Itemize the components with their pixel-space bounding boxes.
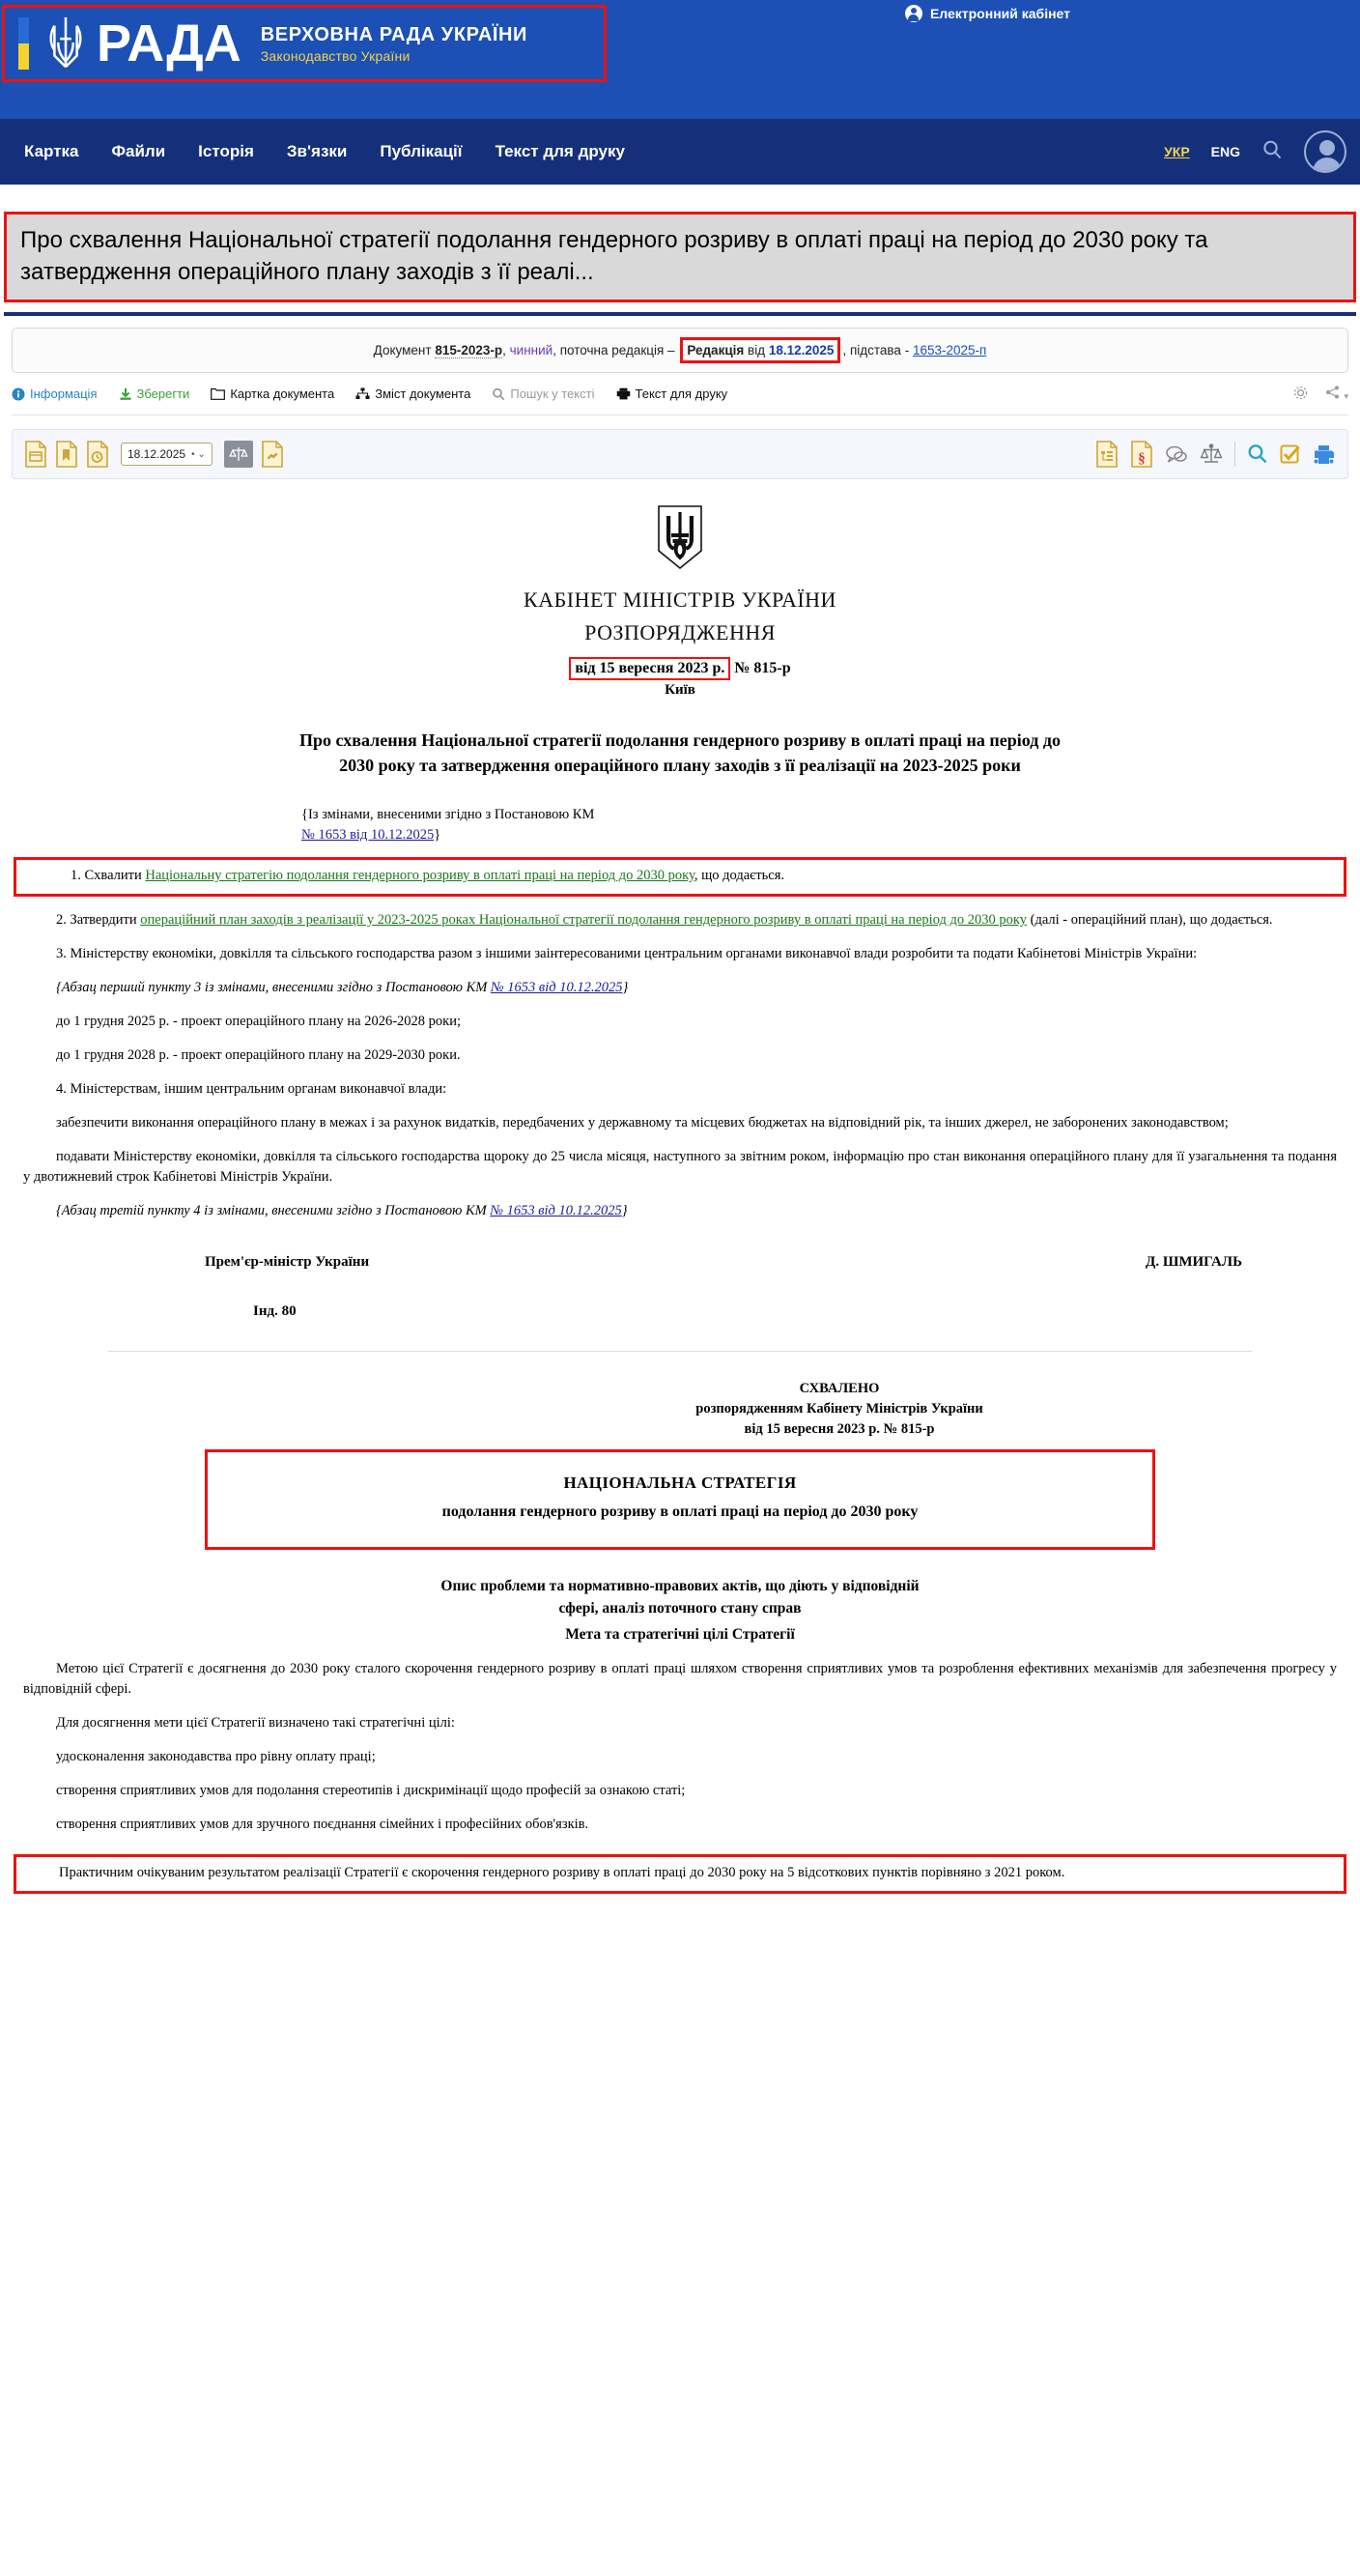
search-icon[interactable] bbox=[1261, 139, 1283, 165]
signer-name: Д. ШМИГАЛЬ bbox=[1146, 1254, 1242, 1270]
toolbar-divider bbox=[1234, 442, 1235, 467]
strategy-title-sub: подолання гендерного розриву в оплаті праці на період до 2030 року bbox=[441, 1503, 919, 1520]
amendment-note bbox=[301, 805, 1348, 845]
chevron-down-icon: • ⌄ bbox=[191, 448, 206, 460]
link-page-icon[interactable] bbox=[261, 441, 284, 468]
document-date-row bbox=[12, 657, 1348, 680]
comments-icon[interactable] bbox=[1165, 444, 1188, 464]
strategy-goal-3: створення сприятливих умов для зручного поєднання сімейних і професійних обов'язків. bbox=[56, 1817, 589, 1832]
scales-compare-icon bbox=[229, 445, 248, 463]
docinfo-middle: поточна редакція – bbox=[559, 343, 675, 358]
clause-1-prefix: 1. Схвалити bbox=[71, 868, 146, 883]
revision-date-select[interactable] bbox=[121, 443, 212, 466]
clause-3-note-close: } bbox=[622, 980, 629, 995]
folder-icon bbox=[211, 387, 225, 400]
document-toolbar bbox=[12, 429, 1348, 479]
docinfo-number[interactable]: 815-2023-р bbox=[435, 342, 503, 358]
lang-switch-eng[interactable]: ENG bbox=[1210, 144, 1240, 159]
document-date-highlight: від 15 вересня 2023 р. bbox=[569, 657, 730, 680]
action-search-in-text-label: Пошук у тексті bbox=[510, 386, 595, 401]
signer-title: Прем'єр-міністр України bbox=[205, 1254, 370, 1270]
download-icon bbox=[119, 387, 132, 401]
document-title-section bbox=[0, 185, 1360, 316]
search-icon[interactable] bbox=[1247, 444, 1268, 465]
index-number: Інд. 80 bbox=[253, 1303, 297, 1319]
clause-3-amendment-note bbox=[23, 978, 1337, 998]
site-header bbox=[0, 0, 1360, 119]
toolbar-right-group bbox=[1095, 441, 1336, 468]
clause-4-amendment-note bbox=[23, 1201, 1337, 1221]
redaction-date: 18.12.2025 bbox=[768, 343, 835, 358]
docinfo-status: чинний bbox=[509, 343, 553, 358]
action-document-card-label: Картка документа bbox=[230, 386, 335, 401]
structure-page-icon[interactable] bbox=[1095, 441, 1119, 468]
clause-4a: забезпечити виконання операційного плану в межах і за рахунок видатків, передбачених у державному та місцевих бюджетах на відповідний рік, та інших джерел, не заборонених законодавством; bbox=[56, 1115, 1229, 1131]
clause-4: 4. Міністерствам, іншим центральним органам виконавчої влади: bbox=[56, 1081, 447, 1097]
electronic-cabinet-link[interactable] bbox=[905, 5, 1070, 22]
redaction-highlight bbox=[680, 337, 840, 363]
section-heading-1 bbox=[205, 1575, 1155, 1646]
amendment-note-text: {Із змінами, внесеними згідно з Постановою КМ bbox=[301, 807, 595, 822]
clause-4-note-link[interactable]: № 1653 від 10.12.2025 bbox=[490, 1203, 622, 1218]
basis-link[interactable]: 1653-2025-п bbox=[912, 343, 987, 358]
page-title: Про схвалення Національної стратегії подолання гендерного розриву в оплаті праці на період до 2030 року та затвердження операційного плану заходів з її реалі... bbox=[4, 212, 1356, 302]
printer-icon[interactable] bbox=[1313, 444, 1336, 465]
amendment-note-link[interactable]: № 1653 від 10.12.2025 bbox=[301, 827, 435, 843]
document-full-title: Про схвалення Національної стратегії подолання гендерного розриву в оплаті праці на період до 2030 року та затвердження операційного плану заходів з її реалізації на 2023-2025 роки bbox=[299, 730, 1061, 775]
document-body bbox=[0, 479, 1360, 1932]
amendment-note-close: } bbox=[434, 827, 441, 843]
toolbar-left-group bbox=[24, 441, 284, 468]
tryzub-icon bbox=[41, 14, 91, 72]
redaction-label: Редакція bbox=[687, 343, 745, 358]
action-save-label: Зберегти bbox=[136, 386, 190, 401]
flag-stripe-icon bbox=[18, 17, 29, 70]
logo-wordmark: РАДА bbox=[97, 14, 241, 72]
revision-date-value: 18.12.2025 bbox=[128, 447, 186, 461]
document-info-bar: Документ 815-2023-р , чинний , поточна редакція – Редакція від 18.12.2025 , підстава - 1653-2025-п bbox=[12, 328, 1348, 373]
archive-page-icon[interactable] bbox=[24, 441, 47, 468]
highlighted-clause-1 bbox=[14, 857, 1346, 897]
info-icon bbox=[12, 387, 25, 401]
strategy-goal-1: удосконалення законодавства про рівну оплату праці; bbox=[56, 1749, 376, 1764]
action-print-text-label: Текст для друку bbox=[635, 386, 728, 401]
clause-4-note-prefix: {Абзац третій пункту 4 із змінами, внесеними згідно з Постановою КМ bbox=[56, 1203, 491, 1218]
document-number: № 815-р bbox=[734, 660, 791, 676]
printer-icon bbox=[616, 387, 631, 400]
strategy-title-main: НАЦІОНАЛЬНА СТРАТЕГІЯ bbox=[563, 1474, 797, 1492]
clause-3: 3. Міністерству економіки, довкілля та сільського господарства разом з іншими заінтересованими центральним органами виконавчої влади розробити та подати Кабінетові Міністрів України: bbox=[56, 946, 1198, 961]
action-save[interactable] bbox=[119, 386, 190, 401]
nav-item-faily[interactable]: Файли bbox=[111, 142, 166, 160]
clause-2 bbox=[23, 910, 1337, 930]
document-kind: РОЗПОРЯДЖЕННЯ bbox=[584, 620, 776, 644]
action-print-text[interactable] bbox=[616, 386, 728, 401]
clause-1-link[interactable]: Національну стратегію подолання гендерного розриву в оплаті праці на період до 2030 року bbox=[145, 868, 694, 883]
magnifier-icon bbox=[492, 387, 505, 401]
nav-right-controls bbox=[1164, 130, 1346, 173]
logo-subtitle: Законодавство України bbox=[260, 47, 411, 64]
nav-item-publikacii[interactable]: Публікації bbox=[380, 142, 463, 160]
title-divider bbox=[4, 312, 1356, 316]
clause-2-link[interactable]: операційний план заходів з реалізації у 2023-2025 роках Національної стратегії подолання гендерного розриву в оплаті праці на період до 2030 року bbox=[140, 912, 1027, 928]
section-heading-2: Мета та стратегічні цілі Стратегії bbox=[565, 1626, 795, 1643]
nav-item-zviazky[interactable]: Зв'язки bbox=[286, 142, 348, 160]
highlighted-expected-result bbox=[14, 1854, 1346, 1894]
sitemap-icon bbox=[355, 387, 370, 400]
bookmark-page-icon[interactable] bbox=[55, 441, 78, 468]
approval-line-3: від 15 вересня 2023 р. № 815-р bbox=[744, 1421, 935, 1437]
action-document-card[interactable] bbox=[211, 386, 334, 401]
nav-item-kartka[interactable]: Картка bbox=[24, 142, 79, 160]
section-divider bbox=[108, 1351, 1252, 1352]
clause-4-note-close: } bbox=[621, 1203, 628, 1218]
redaction-vid: від bbox=[748, 343, 766, 358]
strategy-title-box bbox=[205, 1449, 1155, 1550]
basis-label: підстава - bbox=[849, 343, 910, 358]
site-logo[interactable] bbox=[2, 5, 607, 82]
electronic-cabinet-label: Електронний кабінет bbox=[929, 6, 1070, 21]
approval-block bbox=[330, 1379, 1348, 1440]
action-document-contents-label: Зміст документа bbox=[375, 386, 471, 401]
action-search-in-text[interactable] bbox=[492, 386, 594, 401]
document-city: Київ bbox=[665, 682, 695, 698]
clause-4b: подавати Міністерству економіки, довкілля та сільського господарства щороку до 25 числа місяця, наступного за звітним роком, інформацію про стан виконання операційного плану для її узагальнення та подання у двотижневий строк Кабінетові Міністрів України. bbox=[23, 1149, 1337, 1185]
ukraine-coat-of-arms bbox=[657, 504, 703, 570]
lang-switch-ukr[interactable]: УКР bbox=[1164, 144, 1190, 159]
approval-line-1: СХВАЛЕНО bbox=[799, 1381, 880, 1396]
action-information[interactable] bbox=[12, 386, 98, 401]
compare-versions-button[interactable] bbox=[224, 441, 253, 468]
clause-2-prefix: 2. Затвердити bbox=[56, 912, 141, 928]
strategy-paragraph-1: Метою цієї Стратегії є досягнення до 2030 року сталого скорочення гендерного розриву в оплаті праці шляхом створення сприятливих умов та розроблення ефективних механізмів для забезпечення прогресу у відповідній сфері. bbox=[23, 1661, 1337, 1697]
clause-3-note-link[interactable]: № 1653 від 10.12.2025 bbox=[490, 980, 623, 995]
signature-row bbox=[205, 1254, 1242, 1271]
paragraph-page-icon[interactable] bbox=[1130, 441, 1153, 468]
clause-1-suffix: , що додається. bbox=[694, 868, 785, 883]
logo-title: ВЕРХОВНА РАДА УКРАЇНИ bbox=[260, 23, 528, 45]
clause-2-suffix: (далі - операційний план), що додається. bbox=[1027, 912, 1273, 928]
action-information-label: Інформація bbox=[30, 386, 98, 401]
share-icon[interactable]: ▾ bbox=[1325, 386, 1348, 402]
action-document-contents[interactable] bbox=[355, 386, 470, 401]
user-circle-icon bbox=[905, 5, 922, 22]
actions-right-group bbox=[1293, 386, 1348, 403]
settings-gear-icon[interactable] bbox=[1293, 386, 1308, 403]
main-navigation bbox=[0, 119, 1360, 185]
clause-1 bbox=[38, 866, 1322, 886]
document-actions bbox=[12, 386, 1348, 415]
section-heading-1-line-2: сфері, аналіз поточного стану справ bbox=[558, 1600, 802, 1617]
issuing-body: КАБІНЕТ МІНІСТРІВ УКРАЇНИ bbox=[524, 587, 836, 612]
history-page-icon[interactable] bbox=[86, 441, 109, 468]
nav-item-istoria[interactable]: Історія bbox=[198, 142, 254, 160]
nav-menu bbox=[0, 119, 641, 185]
checkbox-icon[interactable] bbox=[1280, 444, 1301, 465]
scales-icon[interactable] bbox=[1200, 444, 1223, 465]
strategy-goal-2: створення сприятливих умов для подолання стереотипів і дискримінації щодо професій за ознакою статі; bbox=[56, 1783, 686, 1798]
clause-3a: до 1 грудня 2025 р. - проект операційного плану на 2026-2028 роки; bbox=[56, 1014, 461, 1029]
strategy-paragraph-2: Для досягнення мети цієї Стратегії визначено такі стратегічні цілі: bbox=[56, 1715, 455, 1731]
clause-3b: до 1 грудня 2028 р. - проект операційного плану на 2029-2030 роки. bbox=[56, 1047, 461, 1063]
strategy-expected-result: Практичним очікуваним результатом реалізації Стратегії є скорочення гендерного розриву в оплаті праці до 2030 року на 5 відсоткових пунктів порівняно з 2021 роком. bbox=[59, 1865, 1065, 1880]
section-heading-1-line-1: Опис проблеми та нормативно-правових актів, що діють у відповідній bbox=[440, 1578, 920, 1594]
approval-line-2: розпорядженням Кабінету Міністрів України bbox=[695, 1401, 983, 1417]
nav-item-tekst-dlia-druku[interactable]: Текст для друку bbox=[495, 142, 625, 160]
avatar[interactable] bbox=[1304, 130, 1346, 173]
clause-3-note-prefix: {Абзац перший пункту 3 із змінами, внесеними згідно з Постановою КМ bbox=[56, 980, 491, 995]
docinfo-prefix: Документ bbox=[373, 343, 432, 358]
svg-text:§: § bbox=[1138, 451, 1146, 467]
